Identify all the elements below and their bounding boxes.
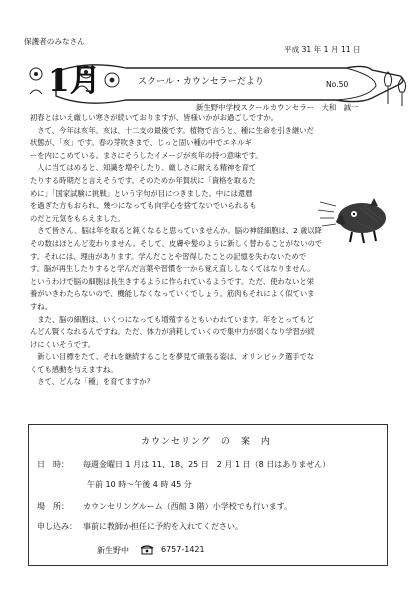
apply-label: 申し込み： bbox=[37, 522, 77, 531]
schedule-label: 日 時： bbox=[37, 460, 69, 469]
body-line: さて皆さん、脳は年を取ると鈍くなると思っていませんか。脳の神経細胞は、2 歳以降 bbox=[30, 226, 322, 236]
boar-illustration bbox=[318, 192, 392, 248]
body-line: たりする時期だと言えそうです。そのためか年賀状に「資格を取るた bbox=[30, 175, 256, 185]
author-line: 新生野中学校スクールカウンセラー 大和 誠一 bbox=[196, 103, 359, 112]
school-name: 新生野中 bbox=[97, 546, 129, 555]
body-line: んどん賢くなれるんですね。ただ、体力が消耗していくので集中力が弱くなり学習が続 bbox=[30, 327, 315, 337]
box-title: カウンセリング の 案 内 bbox=[141, 437, 271, 447]
body-line: また、脳の細胞は、いくつになっても増殖するともいわれています。年をとってもど bbox=[30, 314, 314, 324]
banner-month: 1月 bbox=[48, 63, 101, 99]
body-line: す。脳が再生したりすると学んだ言葉や習慣を一から覚え直ししなくてはなりません。 bbox=[30, 264, 315, 274]
phone-icon bbox=[141, 545, 153, 555]
body-line: 人に当てはめると、知識を増やしたり、厳しさに耐える精神を育て bbox=[30, 163, 257, 173]
body-line: その数はほとんど変わりません。そして、皮膚や髪のように新しく替わることがないので bbox=[30, 238, 323, 248]
body-line: 新しい目標をたて、それを継続することを夢見て頑張る姿は、オリンピック選手でな bbox=[30, 352, 315, 362]
place-text: カウンセリングルーム（西館 3 階）小学校でも行います。 bbox=[83, 502, 293, 511]
apply-text: 事前に教師か担任に予約を入れてください。 bbox=[83, 522, 243, 531]
time-text: 午前 10 時〜午後 4 時 45 分 bbox=[87, 480, 192, 489]
body-line: 初春とはいえ厳しい寒さが続いておりますが、皆様いかがお過ごしですか。 bbox=[30, 113, 279, 122]
body-line: めに」「国家試験に挑戦」という字句が目につきました。中には還暦 bbox=[30, 188, 253, 198]
body-line: 状態が、「亥」です。春の芽吹きまで、じっと固い種の中でエネルギ bbox=[30, 138, 252, 148]
body-line: すね。 bbox=[30, 301, 52, 311]
body-line: さて、今年は亥年。亥は、十二支の最後です。植物で言うと、種に生命を引き継いだ bbox=[30, 125, 314, 135]
issue-date: 平成 31 年 1 月 11 日 bbox=[284, 45, 361, 54]
issue-number: No.50 bbox=[326, 80, 349, 89]
phone-number: 6757-1421 bbox=[161, 545, 205, 554]
body-line: す。それには、理由があります。学んだことや習得したことの記憶を失わないためで bbox=[30, 251, 307, 261]
body-line: のだと元気をもらえました。 bbox=[30, 213, 125, 223]
body-line: を過ぎた方もおられ、幾つになっても向学心を捨てないでいられるも bbox=[30, 201, 257, 211]
body-line: ーを内にこめている。まさにそうしたイメージが亥年の持つ意味です。 bbox=[30, 150, 263, 160]
body-line: くても感動を与えますね。 bbox=[30, 364, 118, 374]
place-label: 場 所： bbox=[37, 502, 69, 511]
body-line: というわけで脳の細胞は長生きするように作られているようです。ただ、使わないと栄 bbox=[30, 276, 314, 286]
tulip-icon bbox=[384, 72, 405, 106]
banner-title: スクール・カウンセラーだより bbox=[138, 77, 264, 87]
body-line: けにくいそうです。 bbox=[30, 339, 96, 349]
body-line: 養がいきわたらないので、機能しなくなっていくでしょう。筋肉もそれによく似ていま bbox=[30, 289, 315, 299]
recipient-line: 保護者のみなさん bbox=[24, 37, 85, 46]
body-line: さて、どんな「種」を育てますか？ bbox=[30, 377, 154, 387]
counseling-info-box bbox=[28, 424, 388, 566]
article-body bbox=[30, 112, 398, 389]
schedule-text: 毎週金曜日 1 月は 11、18、25 日 2 月 1 日（8 日はありません） bbox=[83, 460, 331, 469]
